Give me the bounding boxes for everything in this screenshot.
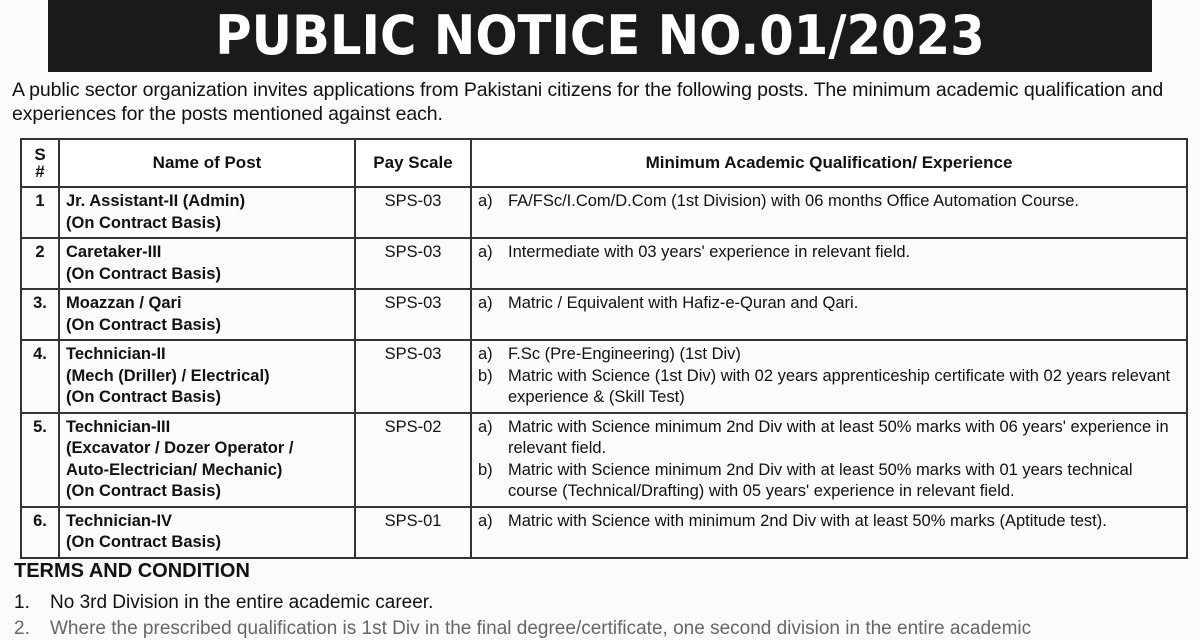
row-qualification	[471, 413, 1187, 507]
row-sno: 2	[21, 238, 59, 289]
term-text: Where the prescribed qualification is 1st Div in the final degree/certificate, one second division in the entire academic	[50, 618, 1032, 639]
header-post: Name of Post	[59, 139, 355, 187]
qualification-label: a)	[478, 294, 493, 312]
qualification-text: FA/FSc/I.Com/D.Com (1st Division) with 06 months Office Automation Course.	[508, 192, 1079, 210]
qualification-item	[478, 511, 1180, 533]
qualification-label: b)	[478, 460, 493, 479]
term-text: No 3rd Division in the entire academic career.	[50, 592, 434, 613]
qualification-text: F.Sc (Pre-Engineering) (1st Div)	[508, 345, 741, 363]
row-qualification	[471, 187, 1187, 238]
row-post	[59, 187, 355, 238]
post-line: (On Contract Basis)	[66, 388, 221, 406]
qualification-item	[478, 344, 1180, 366]
qualification-text: Matric / Equivalent with Hafiz-e-Quran and Qari.	[508, 294, 859, 312]
table-row	[21, 340, 1187, 413]
row-sno: 5.	[21, 413, 59, 507]
qualification-item	[478, 191, 1180, 213]
term-item-2	[14, 618, 1031, 640]
row-pay-scale: SPS-01	[355, 507, 471, 558]
notice-title: PUBLIC NOTICE NO.01/2023	[48, 0, 1152, 72]
qualification-text: Matric with Science minimum 2nd Div with at least 50% marks with 01 years technical course (Technical/Drafting) with 05 years' experience in relevant field.	[508, 460, 1133, 500]
post-line: Technician-II	[66, 345, 166, 363]
row-post	[59, 289, 355, 340]
header-qualification: Minimum Academic Qualification/ Experience	[471, 139, 1187, 187]
table-row	[21, 238, 1187, 289]
terms-heading: TERMS AND CONDITION	[14, 560, 250, 582]
header-sno	[21, 139, 59, 187]
row-post	[59, 238, 355, 289]
post-line: Technician-IV	[66, 511, 173, 530]
table-header-row	[21, 139, 1187, 187]
qualification-label: a)	[478, 192, 493, 210]
row-sno: 6.	[21, 507, 59, 558]
row-post	[59, 413, 355, 507]
qualification-item	[478, 417, 1180, 460]
header-sno-line1: S	[34, 145, 46, 164]
qualification-label: a)	[478, 243, 493, 261]
row-sno: 4.	[21, 340, 59, 413]
row-pay-scale: SPS-03	[355, 289, 471, 340]
qualification-text: Intermediate with 03 years' experience in relevant field.	[508, 243, 911, 261]
post-line: (On Contract Basis)	[66, 315, 221, 334]
qualification-item	[478, 460, 1180, 503]
post-line: (On Contract Basis)	[66, 213, 221, 232]
row-qualification	[471, 238, 1187, 289]
header-sno-line2: #	[35, 162, 45, 181]
qualification-text: Matric with Science with minimum 2nd Div with at least 50% marks (Aptitude test).	[508, 511, 1107, 530]
table-body	[21, 187, 1187, 558]
post-line: Technician-III	[66, 417, 171, 436]
post-line: Caretaker-III	[66, 243, 162, 261]
term-number: 1.	[14, 592, 30, 613]
row-post	[59, 340, 355, 413]
row-qualification	[471, 340, 1187, 413]
row-sno: 1	[21, 187, 59, 238]
header-pay-scale: Pay Scale	[355, 139, 471, 187]
qualification-label: a)	[478, 345, 493, 363]
row-post	[59, 507, 355, 558]
table-row	[21, 289, 1187, 340]
post-line: (On Contract Basis)	[66, 533, 221, 551]
qualification-text: Matric with Science minimum 2nd Div with at least 50% marks with 06 years' experience in relevant field.	[508, 417, 1169, 457]
row-sno: 3.	[21, 289, 59, 340]
post-line: (Excavator / Dozer Operator /	[66, 439, 294, 457]
row-qualification	[471, 507, 1187, 558]
post-line: (On Contract Basis)	[66, 482, 221, 500]
table-row	[21, 507, 1187, 558]
row-pay-scale: SPS-03	[355, 187, 471, 238]
table-row	[21, 187, 1187, 238]
post-line: (On Contract Basis)	[66, 264, 221, 283]
term-item-1	[14, 592, 433, 614]
qualification-label: b)	[478, 366, 493, 385]
row-pay-scale: SPS-02	[355, 413, 471, 507]
term-number: 2.	[14, 618, 30, 639]
qualification-item	[478, 242, 1180, 264]
row-qualification	[471, 289, 1187, 340]
intro-paragraph: A public sector organization invites applications from Pakistani citizens for the following posts. The minimum academic qualification and experiences for the posts mentioned against each.	[12, 79, 1164, 125]
qualification-label: a)	[478, 417, 493, 436]
posts-table	[20, 138, 1188, 559]
qualification-item	[478, 293, 1180, 315]
table-row	[21, 413, 1187, 507]
qualification-label: a)	[478, 511, 493, 530]
post-line: Moazzan / Qari	[66, 294, 182, 312]
qualification-item	[478, 366, 1180, 409]
qualification-text: Matric with Science (1st Div) with 02 years apprenticeship certificate with 02 years relevant experience & (Skill Test)	[508, 366, 1171, 406]
post-line: Auto-Electrician/ Mechanic)	[66, 460, 283, 479]
post-line: (Mech (Driller) / Electrical)	[66, 366, 270, 385]
row-pay-scale: SPS-03	[355, 340, 471, 413]
row-pay-scale: SPS-03	[355, 238, 471, 289]
post-line: Jr. Assistant-II (Admin)	[66, 192, 246, 210]
